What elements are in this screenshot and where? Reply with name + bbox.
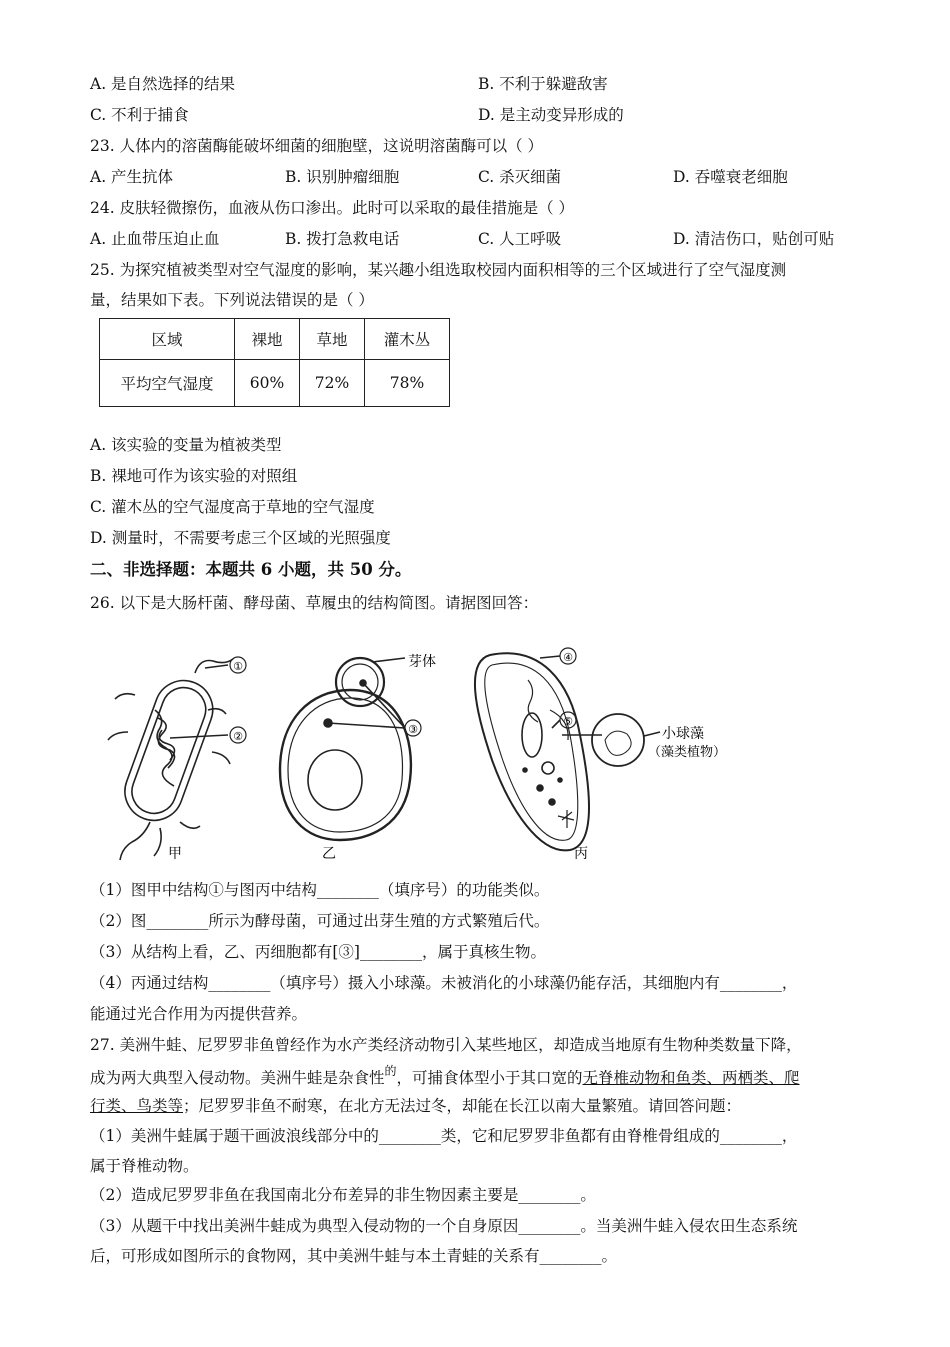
label-2: ② [233, 730, 243, 743]
yeast-drawing [280, 658, 411, 840]
q22-option-d: D. 是主动变异形成的 [478, 106, 624, 124]
q23-stem: 23. 人体内的溶菌酶能破坏细菌的细胞壁，这说明溶菌酶可以（ ） [90, 137, 544, 155]
paramecium-drawing [475, 653, 660, 850]
label-yi: 乙 [322, 846, 336, 862]
label-1: ① [233, 660, 243, 673]
q23-option-c: C. 杀灭细菌 [478, 168, 562, 186]
q27-text: ；尼罗罗非鱼不耐寒，在北方无法过冬，却能在长江以南大量繁殖。请回答问题： [183, 1097, 742, 1115]
q22-option-c: C. 不利于捕食 [90, 106, 189, 124]
table-header-cell: 灌木丛 [365, 319, 450, 360]
table-cell: 78% [365, 360, 450, 407]
section-heading: 二、非选择题：本题共 6 小题，共 50 分。 [90, 560, 412, 579]
q27-part-1-line1: （1）美洲牛蛙属于题干画波浪线部分中的________类，它和尼罗罗非鱼都有由脊椎骨组成的________， [90, 1127, 798, 1145]
q24-option-b: B. 拨打急救电话 [285, 230, 400, 248]
q25-option-b: B. 裸地可作为该实验的对照组 [90, 467, 298, 485]
q25-option-d: D. 测量时，不需要考虑三个区域的光照强度 [90, 529, 391, 547]
label-3: ③ [408, 723, 418, 736]
label-alga: 小球藻 [662, 726, 704, 742]
q23-option-d: D. 吞噬衰老细胞 [673, 168, 788, 186]
q24-stem: 24. 皮肤轻微擦伤，血液从伤口渗出。此时可以采取的最佳措施是（ ） [90, 199, 575, 217]
q27-stem-line1: 27. 美洲牛蛙、尼罗罗非鱼曾经作为水产类经济动物引入某些地区，却造成当地原有生物种类数量下降， [90, 1036, 802, 1054]
label-bing: 丙 [574, 846, 588, 862]
q24-option-c: C. 人工呼吸 [478, 230, 562, 248]
q25-option-a: A. 该实验的变量为植被类型 [90, 436, 282, 454]
q27-superscript: 的 [384, 1064, 397, 1078]
q27-stem-line3 [90, 1096, 741, 1116]
q27-text: 成为两大典型入侵动物。美洲牛蛙是杂食性 [90, 1069, 385, 1087]
microbe-figure [100, 640, 760, 865]
q22-option-a: A. 是自然选择的结果 [90, 75, 236, 93]
q27-part-3-line1: （3）从题干中找出美洲牛蛙成为典型入侵动物的一个自身原因________。当美洲牛蛙入侵农田生态系统 [90, 1217, 798, 1235]
label-alga-type: （藻类植物） [648, 745, 727, 760]
humidity-table [99, 318, 450, 407]
table-cell: 60% [235, 360, 300, 407]
q26-part-4-line2: 能通过光合作用为丙提供营养。 [90, 1005, 308, 1023]
q26-part-2: （2）图________所示为酵母菌，可通过出芽生殖的方式繁殖后代。 [90, 912, 550, 930]
q26-part-4-line1: （4）丙通过结构________（填序号）摄入小球藻。未被消化的小球藻仍能存活，其细胞内有________， [90, 974, 798, 992]
q22-option-b: B. 不利于躲避敌害 [478, 75, 608, 93]
q25-stem-line1: 25. 为探究植被类型对空气湿度的影响，某兴趣小组选取校园内面积相等的三个区域进行了空气湿度测 [90, 261, 787, 279]
q26-part-3: （3）从结构上看，乙、丙细胞都有[③]________，属于真核生物。 [90, 943, 546, 961]
q24-option-a: A. 止血带压迫止血 [90, 230, 220, 248]
table-header-cell: 区域 [100, 319, 235, 360]
q25-option-c: C. 灌木丛的空气湿度高于草地的空气湿度 [90, 498, 375, 516]
q24-option-d: D. 清洁伤口，贴创可贴 [673, 230, 835, 248]
q27-part-3-line2: 后，可形成如图所示的食物网，其中美洲牛蛙与本土青蛙的关系有________。 [90, 1247, 618, 1265]
bacterium-drawing [108, 659, 233, 860]
q27-stem-line2 [90, 1064, 800, 1089]
table-header-cell: 草地 [300, 319, 365, 360]
table-row [100, 360, 450, 407]
q23-option-b: B. 识别肿瘤细胞 [285, 168, 400, 186]
table-cell: 平均空气湿度 [100, 360, 235, 407]
q27-text: ，可捕食体型小于其口宽的 [396, 1069, 583, 1087]
table-header-row [100, 319, 450, 360]
table-header-cell: 裸地 [235, 319, 300, 360]
q23-option-a: A. 产生抗体 [90, 168, 174, 186]
q27-part-2: （2）造成尼罗罗非鱼在我国南北分布差异的非生物因素主要是________。 [90, 1186, 596, 1204]
table-cell: 72% [300, 360, 365, 407]
q27-part-1-line2: 属于脊椎动物。 [90, 1157, 199, 1175]
label-jia: 甲 [168, 846, 182, 862]
q26-part-1: （1）图甲中结构①与图丙中结构________（填序号）的功能类似。 [90, 881, 550, 899]
q25-stem-line2: 量，结果如下表。下列说法错误的是（ ） [90, 291, 374, 309]
label-4: ④ [563, 651, 573, 664]
label-bud: 芽体 [408, 654, 436, 670]
q27-underlined-text: 无脊椎动物和鱼类、两栖类、爬 [582, 1069, 800, 1087]
q26-stem: 26. 以下是大肠杆菌、酵母菌、草履虫的结构简图。请据图回答： [90, 594, 539, 612]
label-5: ⑤ [563, 715, 573, 728]
q27-underlined-text: 行类、鸟类等 [90, 1097, 184, 1115]
